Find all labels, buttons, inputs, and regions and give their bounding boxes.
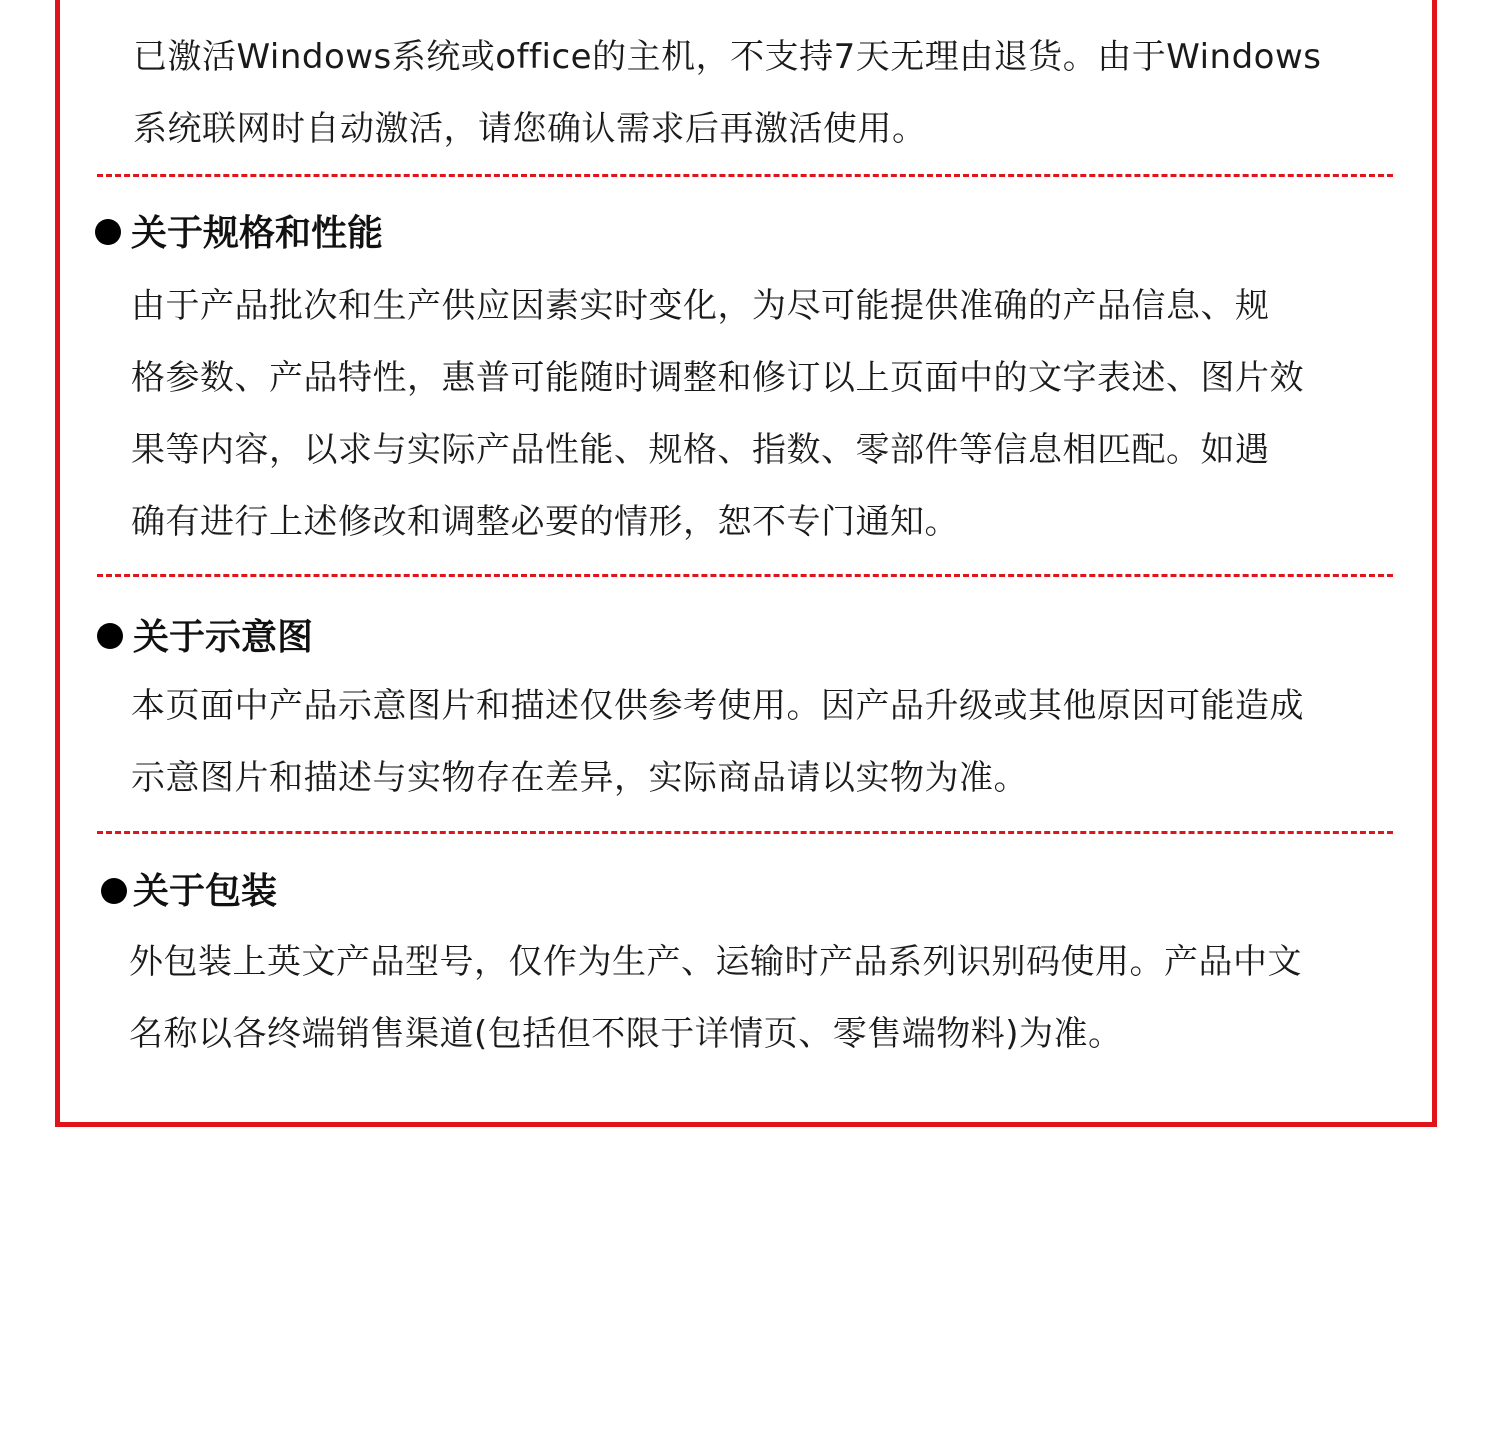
- specs-line-1: 由于产品批次和生产供应因素实时变化，为尽可能提供准确的产品信息、规: [131, 286, 1270, 326]
- section-divider: [97, 174, 1393, 177]
- intro-line-1: 已激活Windows系统或office的主机，不支持7天无理由退货。由于Windows: [133, 37, 1322, 77]
- bullet-dot: [97, 623, 123, 649]
- specs-line-3: 果等内容，以求与实际产品性能、规格、指数、零部件等信息相匹配。如遇: [131, 430, 1270, 470]
- section-heading-packaging: 关于包装: [133, 871, 278, 912]
- illustration-line-2: 示意图片和描述与实物存在差异，实际商品请以实物为准。: [131, 758, 1028, 798]
- specs-line-2: 格参数、产品特性，惠普可能随时调整和修订以上页面中的文字表述、图片效: [131, 358, 1304, 398]
- section-divider: [97, 574, 1393, 577]
- bullet-dot: [95, 219, 121, 245]
- packaging-line-1: 外包装上英文产品型号，仅作为生产、运输时产品系列识别码使用。产品中文: [129, 942, 1302, 982]
- section-divider: [97, 831, 1393, 834]
- specs-line-4: 确有进行上述修改和调整必要的情形，恕不专门通知。: [131, 502, 959, 542]
- intro-line-2: 系统联网时自动激活，请您确认需求后再激活使用。: [133, 109, 927, 149]
- section-heading-specs: 关于规格和性能: [131, 213, 384, 254]
- section-heading-illustration: 关于示意图: [133, 617, 314, 658]
- illustration-line-1: 本页面中产品示意图片和描述仅供参考使用。因产品升级或其他原因可能造成: [131, 686, 1304, 726]
- bullet-dot: [101, 878, 127, 904]
- packaging-line-2: 名称以各终端销售渠道(包括但不限于详情页、零售端物料)为准。: [129, 1014, 1123, 1054]
